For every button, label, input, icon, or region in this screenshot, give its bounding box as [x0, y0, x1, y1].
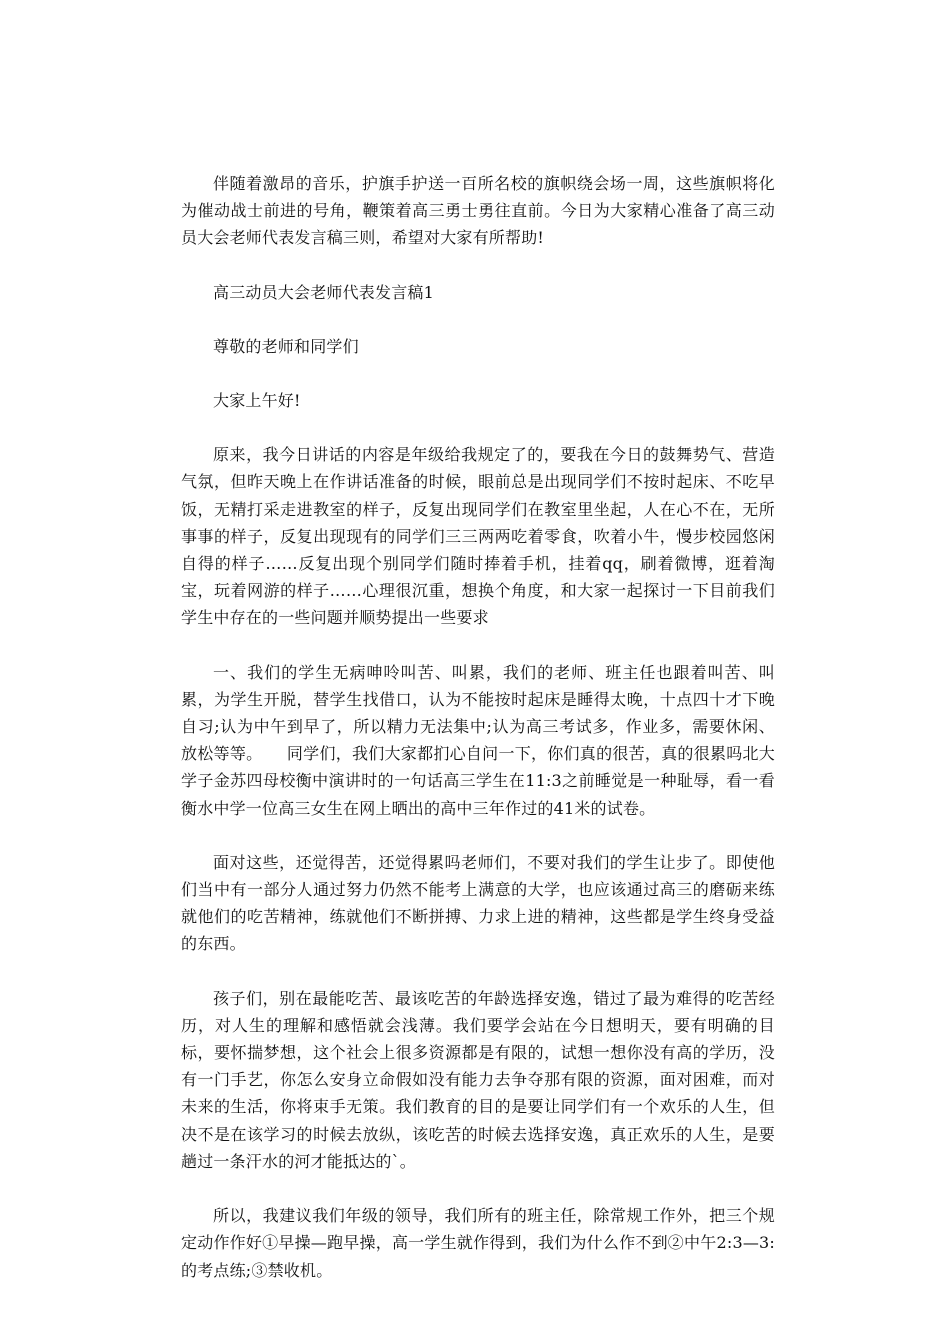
body-paragraph-1: 原来，我今日讲话的内容是年级给我规定了的，要我在今日的鼓舞势气、营造气氛，但昨天晚上在作讲话准备的时候，眼前总是出现同学们不按时起床、不吃早饭，无精打采走进教室的样子，反复出现同学们在教室里坐起，人在心不在，无所事事的样子，反复出现现有的同学们三三两两吃着零食，吹着小牛，慢步校园悠闲自得的样子……反复出现个别同学们随时捧着手机，挂着qq，刷着微博，逛着淘宝，玩着网游的样子……心理很沉重，想换个角度，和大家一起探讨一下目前我们学生中存在的一些问题并顺势提出一些要求: [181, 445, 775, 628]
intro-paragraph: 伴随着激昂的音乐，护旗手护送一百所名校的旗帜绕会场一周，这些旗帜将化为催动战士前进的号角，鞭策着高三勇士勇往直前。今日为大家精心准备了高三动员大会老师代表发言稿三则，希望对大家有所帮助!: [181, 174, 775, 248]
body-paragraph-4: 孩子们，别在最能吃苦、最该吃苦的年龄选择安逸，错过了最为难得的吃苦经历，对人生的理解和感悟就会浅薄。我们要学会站在今日想明天，要有明确的目标，要怀揣梦想，这个社会上很多资源都是有限的，试想一想你没有高的学历，没有一门手艺，你怎么安身立命假如没有能力去争夺那有限的资源，面对困难，而对未来的生活，你将束手无策。我们教育的目的是要让同学们有一个欢乐的人生，但决不是在该学习的时候去放纵，该吃苦的时候去选择安逸，真正欢乐的人生，是要趟过一条汗水的河才能抵达的`。: [181, 988, 775, 1171]
greeting: 大家上午好!: [213, 391, 301, 411]
body-paragraph-3: 面对这些，还觉得苦，还觉得累吗老师们，不要对我们的学生让步了。即使他们当中有一部分人通过努力仍然不能考上满意的大学，也应该通过高三的磨砺来练就他们的吃苦精神，练就他们不断拼搏、力求上进的精神，这些都是学生终身受益的东西。: [181, 852, 775, 954]
body-paragraph-2: 一、我们的学生无病呻呤叫苦、叫累，我们的老师、班主任也跟着叫苦、叫累，为学生开脱，替学生找借口，认为不能按时起床是睡得太晚，十点四十才下晚自习;认为中午到早了，所以精力无法集中;认为高三考试多，作业多，需要休闲、放松等等。 同学们，我们大家都扪心自问一下，你们真的很苦，真的很累吗北大学子金苏四母校衡中演讲时的一句话高三学生在11:3之前睡觉是一种耻辱，看一看衡水中学一位高三女生在网上晒出的高中三年作过的41米的试卷。: [181, 662, 775, 818]
salutation: 尊敬的老师和同学们: [213, 336, 359, 356]
speech-title: 高三动员大会老师代表发言稿1: [213, 282, 434, 302]
document-body: [181, 170, 775, 1311]
body-paragraph-5: 所以，我建议我们年级的领导，我们所有的班主任，除常规工作外，把三个规定动作作好①早操—跑早操，高一学生就作得到，我们为什么作不到②中午2:3—3:的考点练;③禁收机。: [181, 1206, 775, 1280]
